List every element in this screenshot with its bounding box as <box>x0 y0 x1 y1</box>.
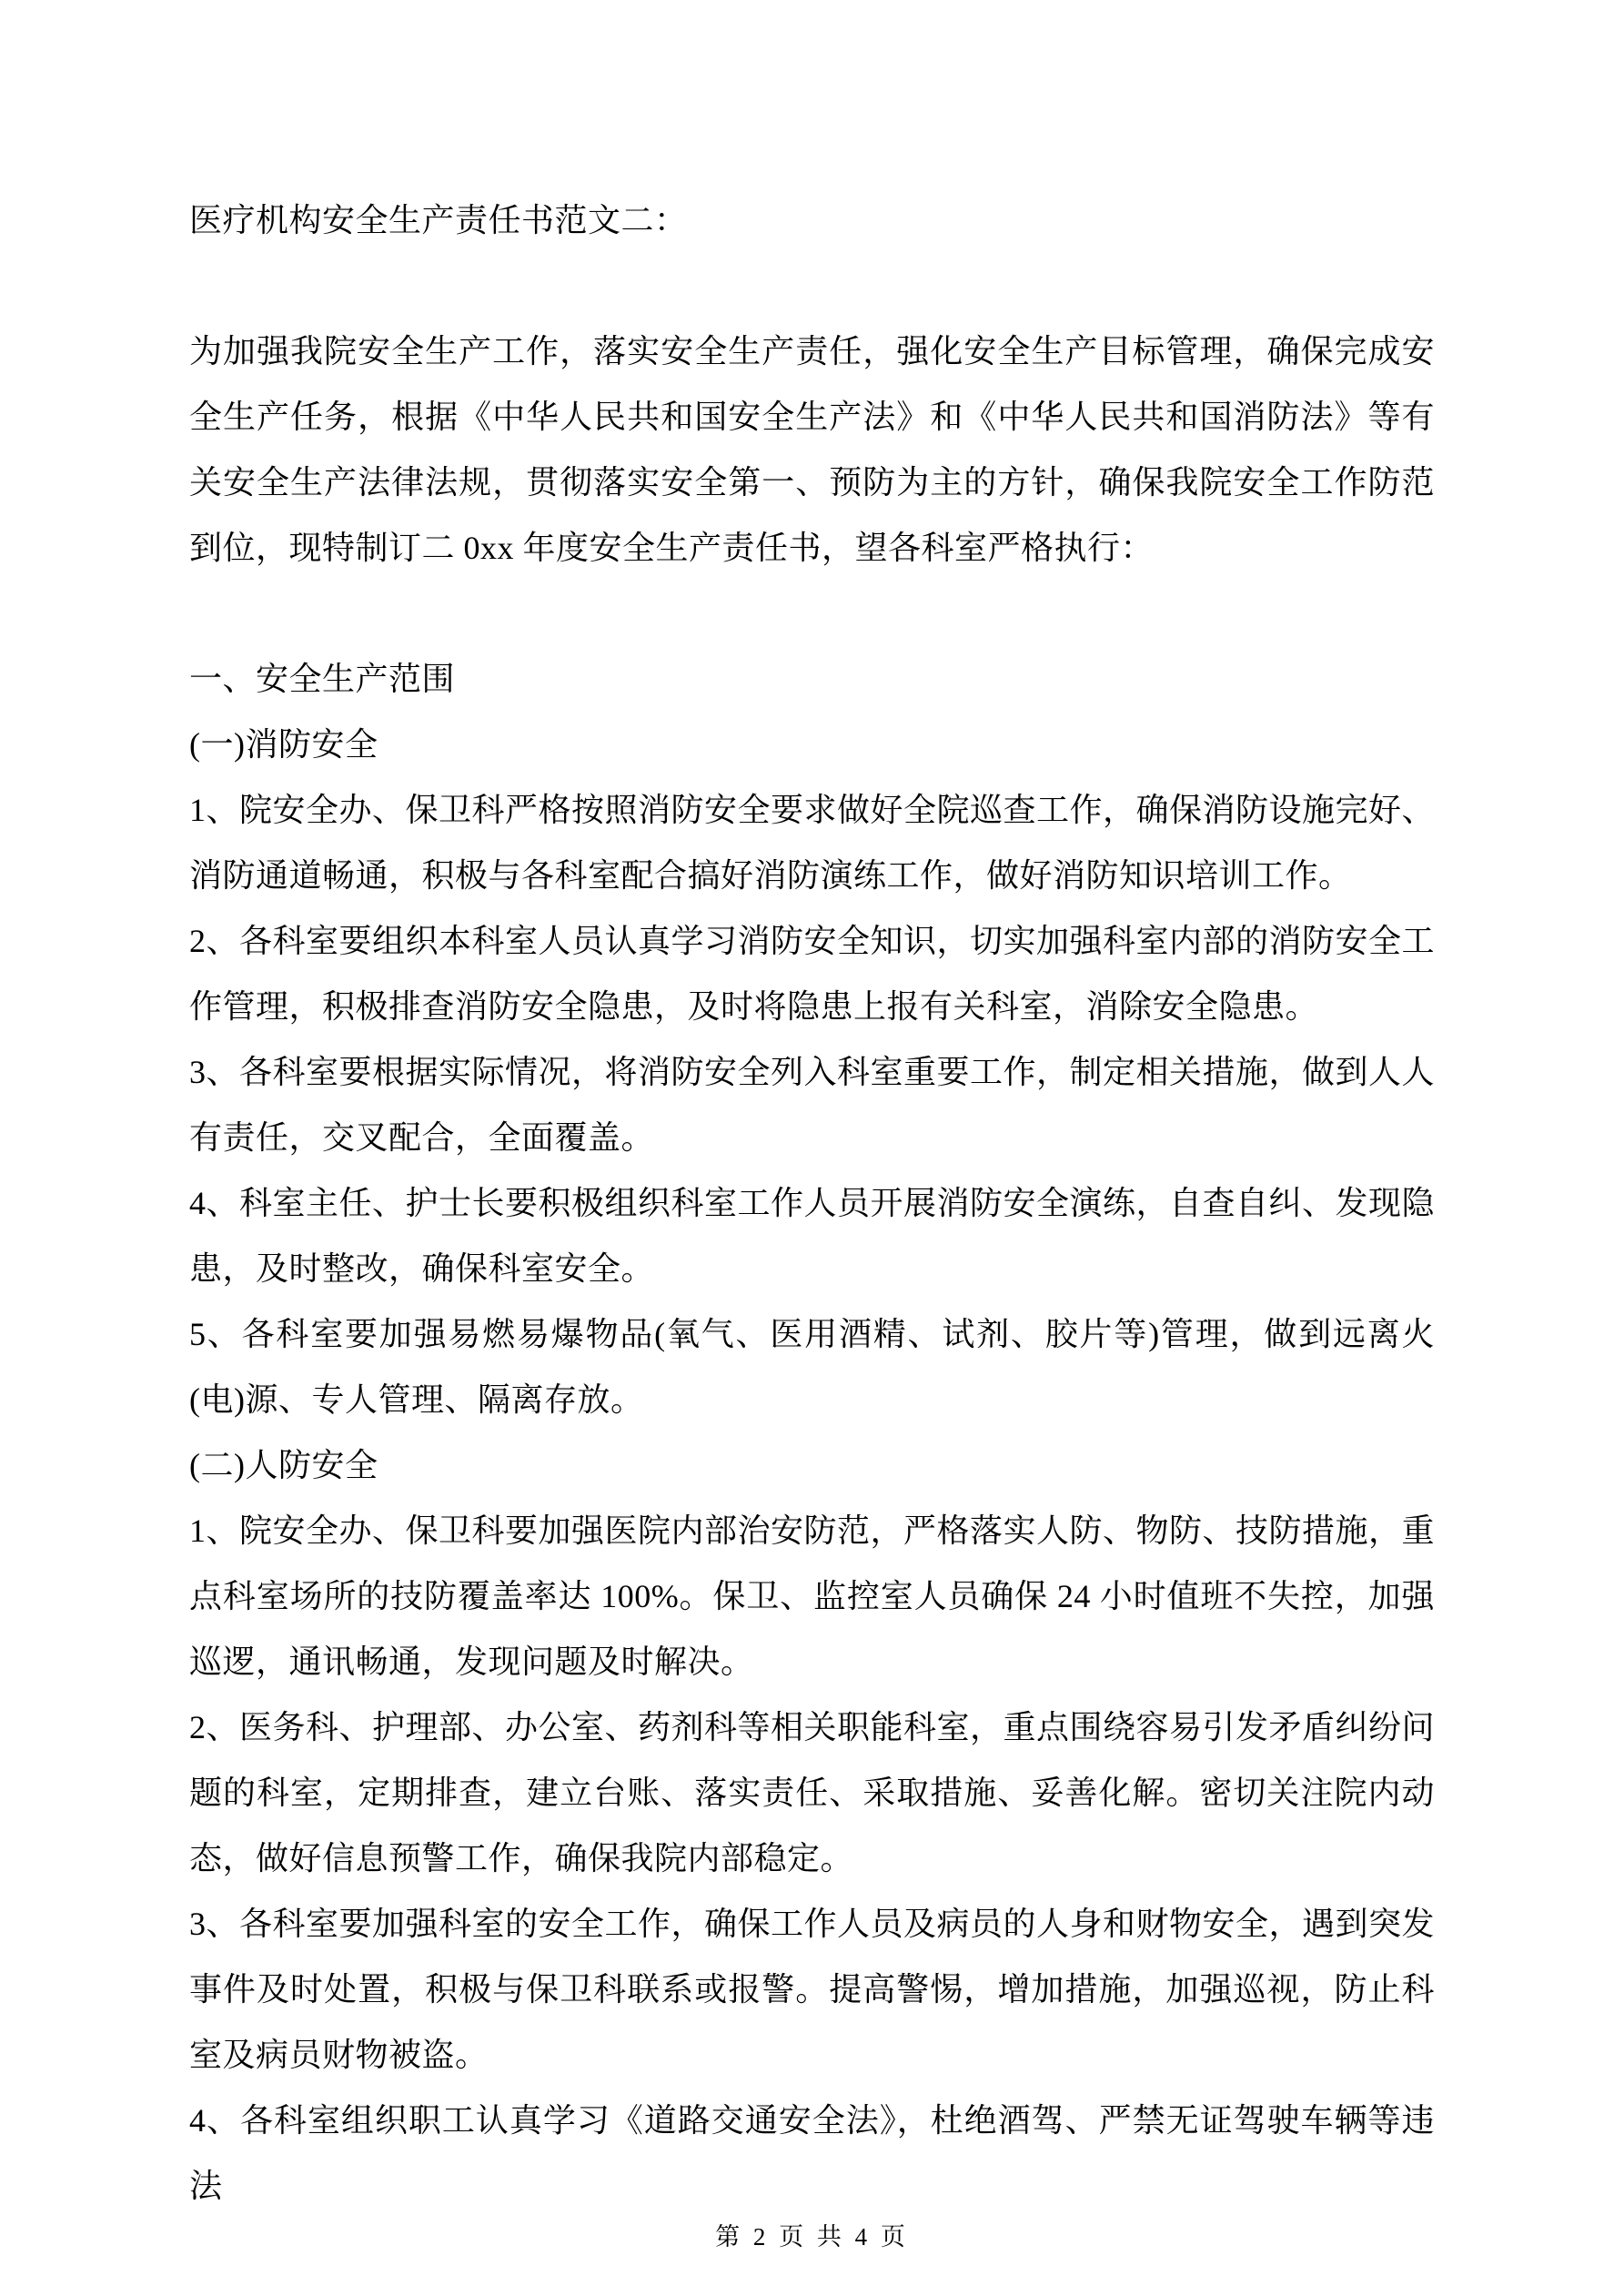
fire-safety-item-4: 4、科室主任、护士长要积极组织科室工作人员开展消防安全演练，自查自纠、发现隐患，及时整改，确保科室安全。 <box>189 1185 1436 1287</box>
subheading-fire-safety: (一)消防安全 <box>189 726 378 763</box>
fire-safety-item-1: 1、院安全办、保卫科严格按照消防安全要求做好全院巡查工作，确保消防设施完好、消防通道畅通，积极与各科室配合搞好消防演练工作，做好消防知识培训工作。 <box>189 792 1436 894</box>
section-heading-safety-scope: 一、安全生产范围 <box>189 661 456 697</box>
fire-safety-item-5: 5、各科室要加强易燃易爆物品(氧气、医用酒精、试剂、胶片等)管理，做到远离火(电)源、专人管理、隔离存放。 <box>189 1316 1435 1418</box>
page-number-footer: 第 2 页 共 4 页 <box>715 2223 909 2250</box>
document-title: 医疗机构安全生产责任书范文二： <box>189 202 688 238</box>
fire-safety-item-2: 2、各科室要组织本科室人员认真学习消防安全知识，切实加强科室内部的消防安全工作管理，积极排查消防安全隐患，及时将隐患上报有关科室，消除安全隐患。 <box>189 923 1436 1025</box>
personnel-security-item-2: 2、医务科、护理部、办公室、药剂科等相关职能科室，重点围绕容易引发矛盾纠纷问题的科室，定期排查，建立台账、落实责任、采取措施、妥善化解。密切关注院内动态，做好信息预警工作，确保我院内部稳定。 <box>189 1709 1436 1876</box>
intro-paragraph: 为加强我院安全生产工作，落实安全生产责任，强化安全生产目标管理，确保完成安全生产任务，根据《中华人民共和国安全生产法》和《中华人民共和国消防法》等有关安全生产法律法规，贯彻落实安全第一、预防为主的方针，确保我院安全工作防范到位，现特制订二 0xx 年度安全生产责任书，望各科室严格执行： <box>189 333 1435 566</box>
subheading-personnel-security: (二)人防安全 <box>189 1447 378 1483</box>
personnel-security-item-4: 4、各科室组织职工认真学习《道路交通安全法》，杜绝酒驾、严禁无证驾驶车辆等违法 <box>189 2102 1435 2204</box>
document-content <box>189 187 1435 2219</box>
fire-safety-item-3: 3、各科室要根据实际情况，将消防安全列入科室重要工作，制定相关措施，做到人人有责任，交叉配合，全面覆盖。 <box>189 1054 1436 1156</box>
personnel-security-item-1: 1、院安全办、保卫科要加强医院内部治安防范，严格落实人防、物防、技防措施，重点科室场所的技防覆盖率达 100%。保卫、监控室人员确保 24 小时值班不失控，加强巡逻，通讯畅通，发现问题及时解决。 <box>189 1512 1436 1680</box>
personnel-security-item-3: 3、各科室要加强科室的安全工作，确保工作人员及病员的人身和财物安全，遇到突发事件及时处置，积极与保卫科联系或报警。提高警惕，增加措施，加强巡视，防止科室及病员财物被盗。 <box>189 1906 1436 2073</box>
